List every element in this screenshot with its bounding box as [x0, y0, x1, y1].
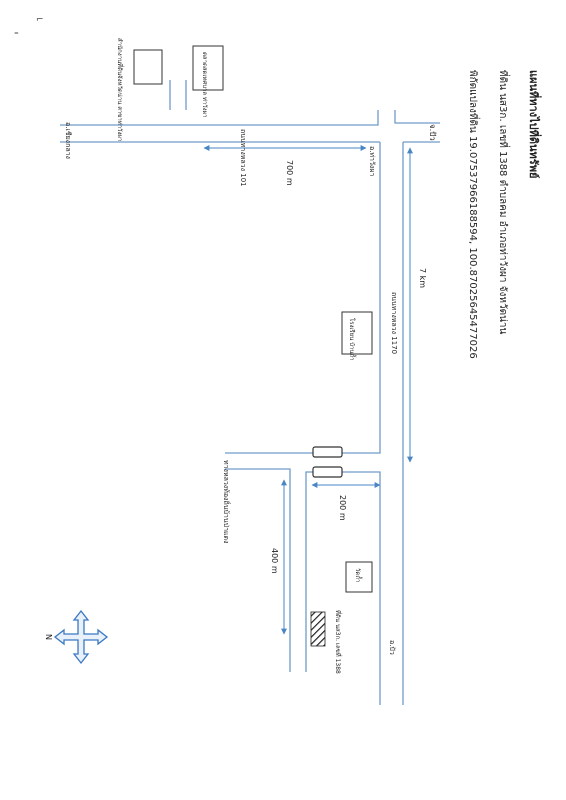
label-market: ตลาดสดเทศบาล ท่าวังผา [201, 52, 208, 118]
road-101-top [60, 110, 378, 125]
land-plot-box [311, 612, 325, 646]
compass-north-label: N [44, 634, 53, 640]
label-office: สำนักงานที่ดินจังหวัดน่าน สาขาท่าวังผา [116, 38, 123, 142]
school-box [342, 312, 372, 354]
distance-200m: 200 m [338, 495, 347, 521]
bridge [313, 467, 342, 477]
map-title: แผนที่ทางไปที่ดินทรัพย์ [527, 70, 540, 179]
plot-coordinates: พิกัดแปลงที่ดิน 19.07537966188594, 100.87025645477026 [467, 70, 478, 359]
label-road-1170: ถนนทางหลวง 1170 [390, 292, 398, 355]
label-to-pong: จ.ปัว [428, 124, 437, 141]
distance-400m: 400 m [270, 548, 279, 574]
distance-7km: 7 km [418, 268, 427, 289]
label-school: โรงเรียน บ้านถ้ำ [348, 318, 355, 361]
road-1170-left [225, 142, 380, 453]
plot-description: ที่ดิน นส3ก. เลขที่ 1388 ตำบลคม อำเภอท่าวังผา จังหวัดน่าน [497, 70, 508, 335]
corner-mark: ⁼ [14, 31, 19, 41]
distance-700m: 700 m [285, 160, 294, 186]
label-road-local: ทางหลวงท้องถิ่นบ้านป่าแดง [222, 460, 230, 544]
bridge [313, 447, 342, 457]
label-land-plot: ที่ดิน นส3ก. เลขที่ 1388 [334, 610, 341, 674]
label-to-chiangklang: อ.เชียงกลาง [64, 122, 72, 159]
label-to-pua: อ.ปัว [388, 640, 396, 655]
road-local-top [225, 469, 290, 672]
label-temple: วัดถ้ำ [354, 568, 361, 583]
corner-mark: ⌐ [36, 15, 44, 25]
office-box [134, 50, 162, 84]
label-to-tawangpha: อ.ท่าวังผา [368, 146, 376, 177]
road-to-tawangpha [395, 110, 440, 123]
compass-icon [55, 611, 107, 663]
label-road-101: ถนนทางหลวง 101 [239, 129, 247, 187]
